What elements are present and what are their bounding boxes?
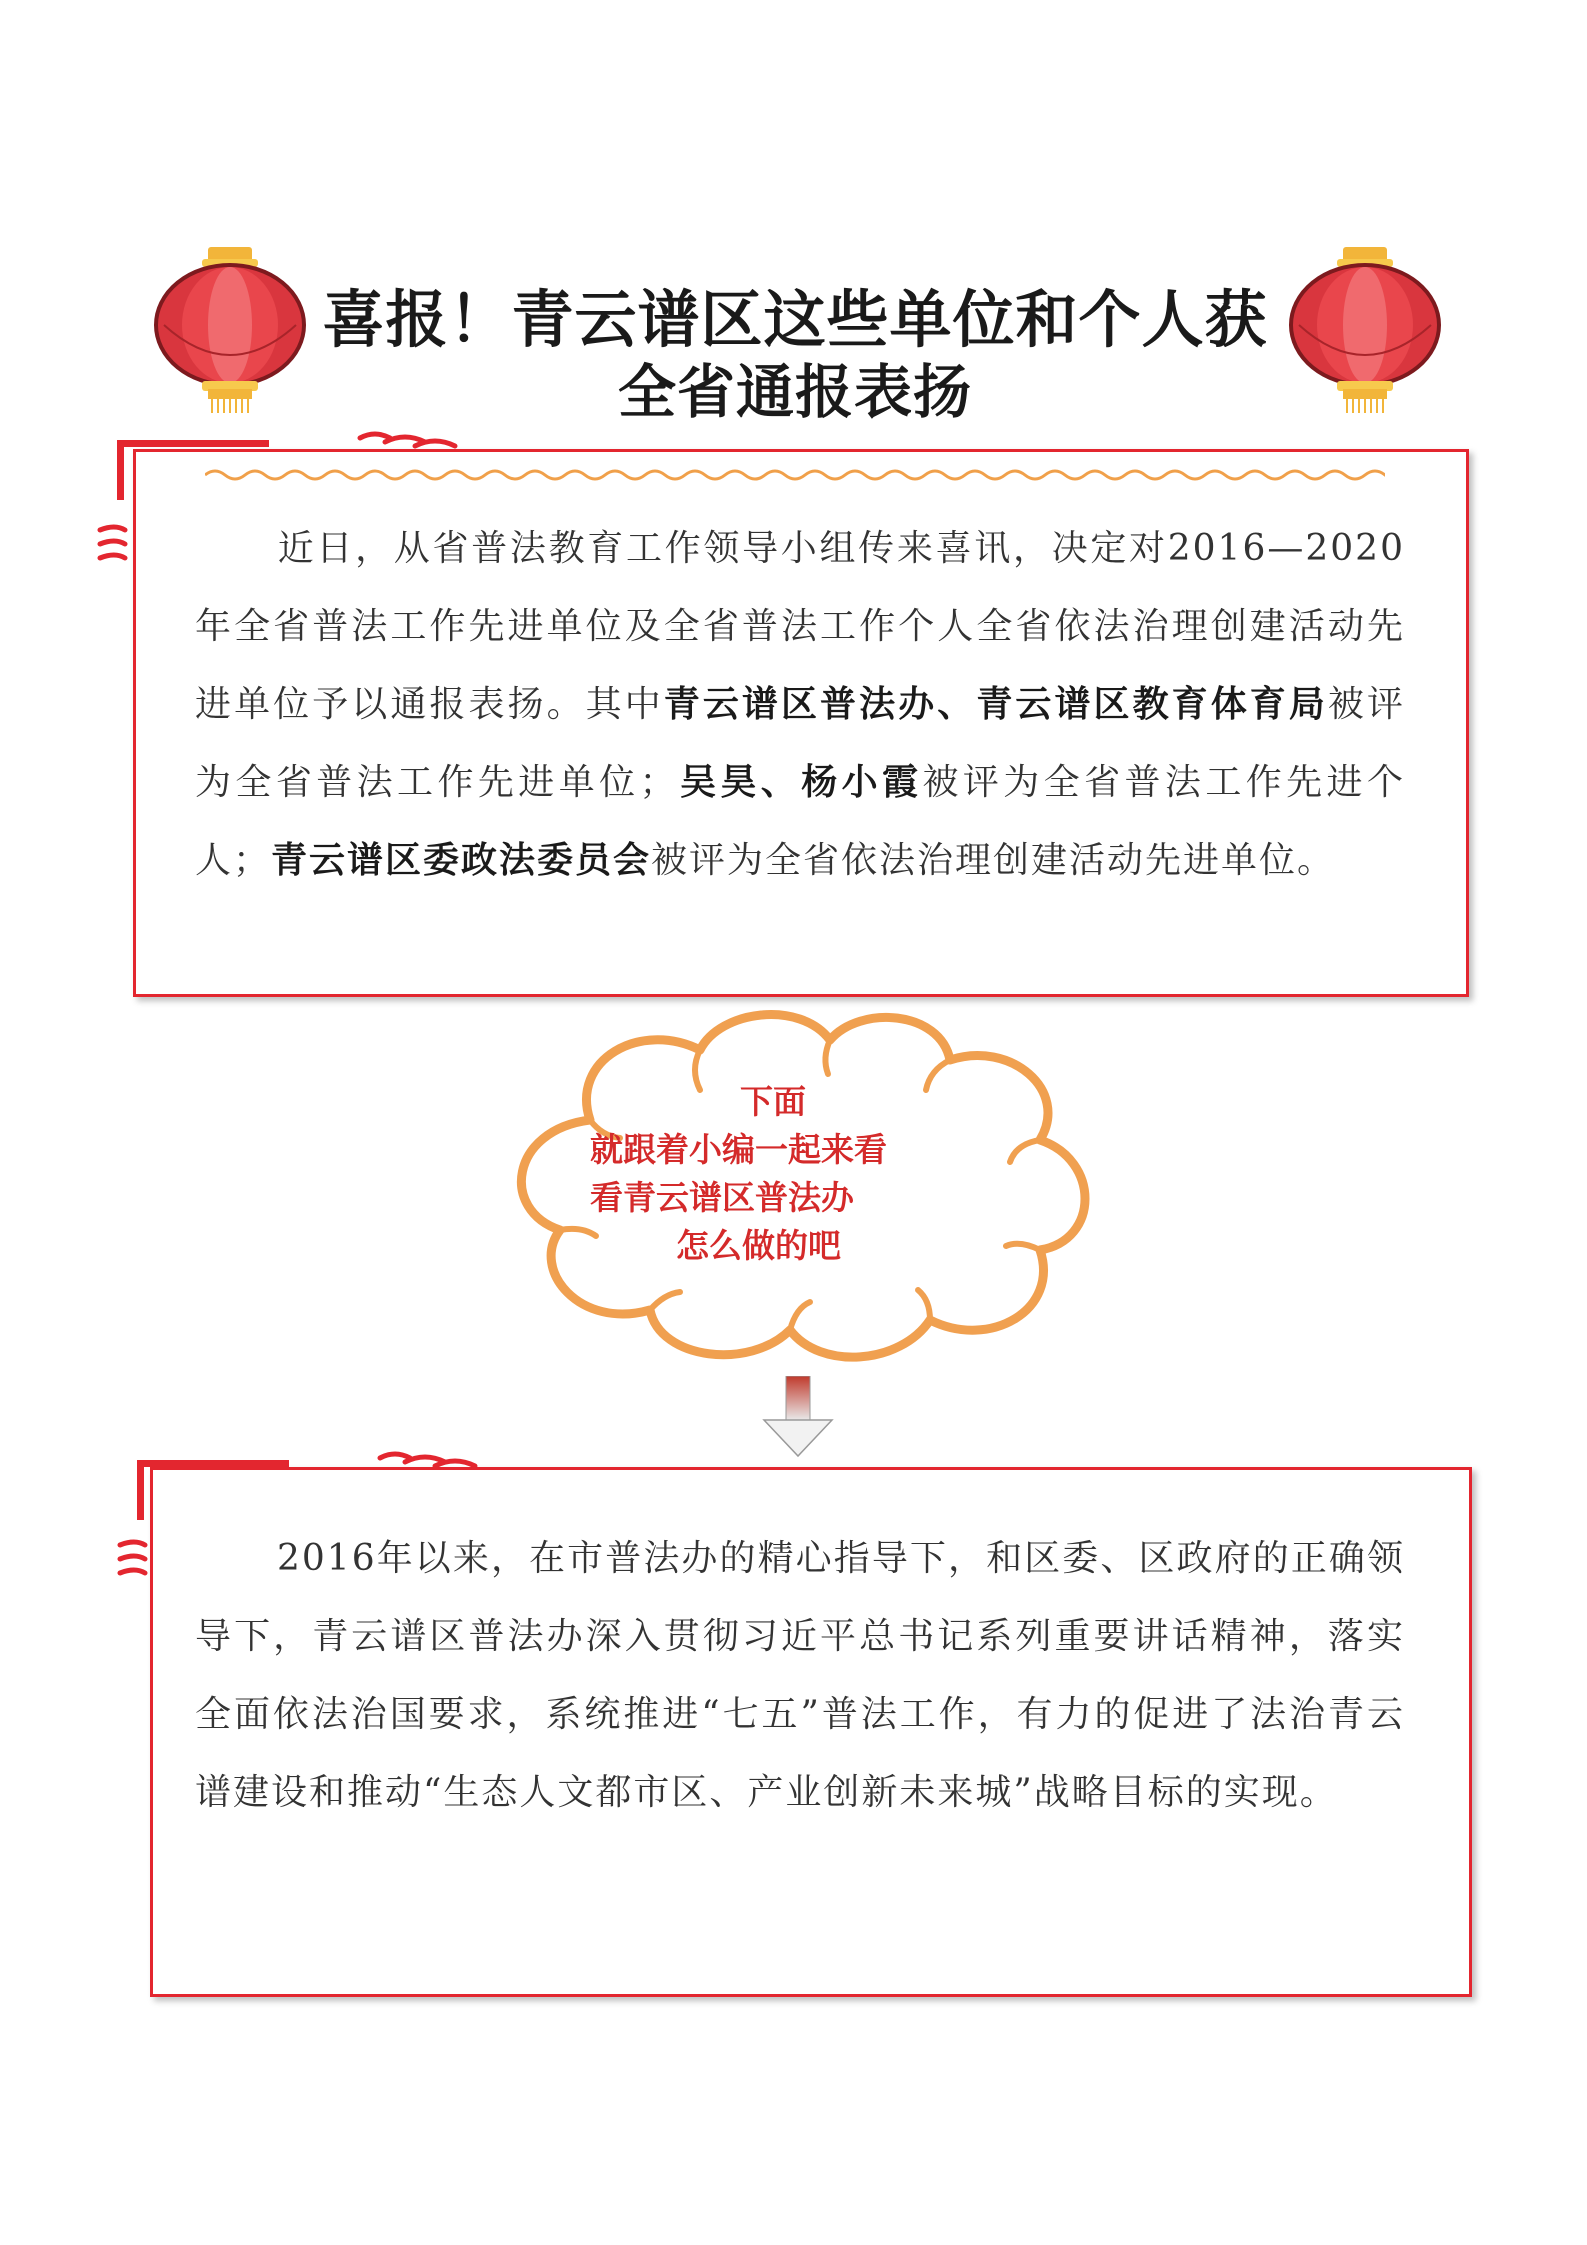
intro-text-3: 被评为全省普法工作先进个人； — [195, 762, 1405, 881]
red-lantern-icon — [1285, 245, 1445, 415]
red-lantern-icon — [150, 245, 310, 415]
cloud-text-line-3: 看青云谱区普法办 — [590, 1178, 854, 1217]
down-arrow-icon — [760, 1376, 836, 1458]
intro-text-4: 被评为全省依法治理创建活动先进单位。 — [651, 840, 1336, 881]
intro-paragraph — [195, 510, 1405, 900]
award-persons-highlight: 吴昊、杨小霞 — [677, 762, 923, 803]
history-paragraph — [195, 1520, 1405, 1832]
wavy-divider-decoration — [205, 466, 1385, 484]
red-stripes-decoration — [115, 1535, 155, 1585]
red-stripes-decoration — [355, 428, 465, 458]
intro-text-1: 近日，从省普法教育工作领导小组传来喜讯，决定对2016—2020年全省普法工作先进单位及全省普法工作个人全省依法治理创建活动先进单位予以通报表扬。其中 — [195, 528, 1405, 725]
red-stripes-decoration — [95, 520, 135, 570]
red-stripes-decoration — [375, 1448, 485, 1478]
cloud-text-line-4: 怎么做的吧 — [676, 1226, 841, 1265]
box-corner-tab — [137, 1460, 144, 1520]
box-corner-tab — [117, 440, 124, 500]
box-corner-tab — [117, 440, 269, 447]
award-units-highlight: 青云谱区普法办、青云谱区教育体育局 — [663, 684, 1328, 725]
page-subtitle: 全省通报表扬 — [617, 358, 972, 426]
award-committee-highlight: 青云谱区委政法委员会 — [271, 840, 652, 881]
cloud-text-line-1: 下面 — [740, 1082, 806, 1121]
page-title: 喜报！青云谱区这些单位和个人获 — [322, 283, 1268, 356]
history-text: 2016年以来，在市普法办的精心指导下，和区委、区政府的正确领导下，青云谱区普法办深入贯彻习近平总书记系列重要讲话精神，落实全面依法治国要求，系统推进“七五”普法工作，有力的促进了法治青云谱建设和推动“生态人文都市区、产业创新未来城”战略目标的实现。 — [195, 1538, 1405, 1813]
box-corner-tab — [137, 1460, 289, 1467]
cloud-text-line-2: 就跟着小编一起来看 — [590, 1130, 887, 1169]
intro-text-2: 被评为全省普法工作先进单位； — [195, 684, 1405, 803]
title-block — [150, 240, 1440, 440]
